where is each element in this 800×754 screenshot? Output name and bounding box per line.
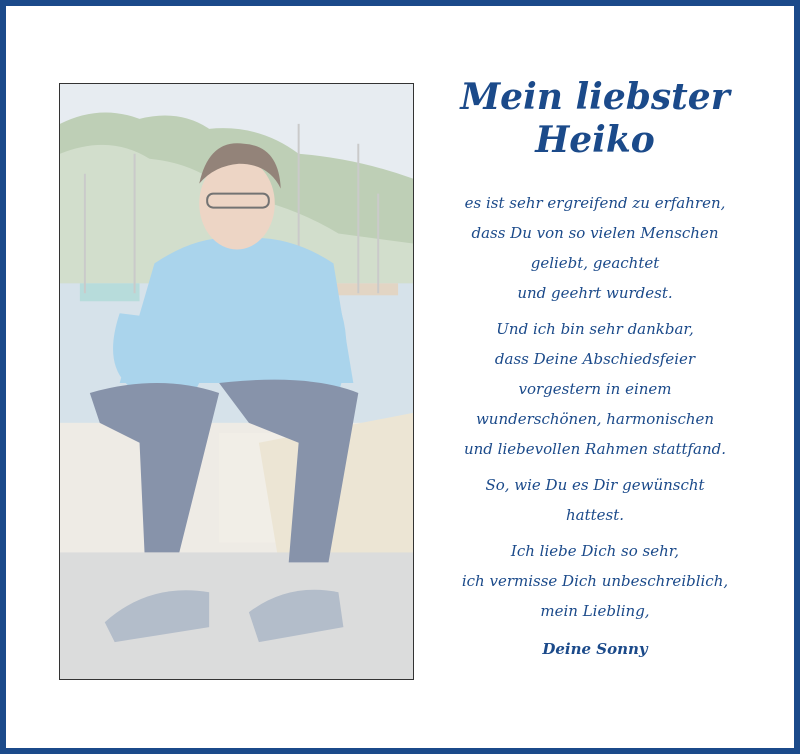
paragraph-line: vorgestern in einem <box>518 380 672 398</box>
text-column <box>434 76 756 664</box>
headline-line: Heiko <box>535 119 655 161</box>
paragraph-line: es ist sehr ergreifend zu erfahren, <box>464 194 726 212</box>
headline-line: Mein liebster <box>460 76 730 118</box>
paragraph-line: wunderschönen, harmonischen <box>475 410 715 428</box>
paragraph-line: dass Deine Abschiedsfeier <box>494 350 696 368</box>
photo-illustration <box>60 84 413 679</box>
paragraph-line: Und ich bin sehr dankbar, <box>496 320 694 338</box>
paragraph-line: dass Du von so vielen Menschen <box>471 224 719 242</box>
paragraph-line: Ich liebe Dich so sehr, <box>510 542 680 560</box>
paragraph-2 <box>434 314 756 464</box>
paragraph-line: und liebevollen Rahmen stattfand. <box>463 440 727 458</box>
paragraph-line: und geehrt wurdest. <box>517 284 673 302</box>
portrait-photo <box>59 83 414 680</box>
paragraph-4 <box>434 536 756 626</box>
signature: Deine Sonny <box>542 640 648 658</box>
paragraph-3 <box>434 470 756 530</box>
paragraph-line: So, wie Du es Dir gewünscht <box>485 476 705 494</box>
paragraph-line: mein Liebling, <box>540 602 650 620</box>
headline <box>434 76 756 162</box>
paragraph-line: geliebt, geachtet <box>530 254 660 272</box>
paragraph-line: hattest. <box>565 506 625 524</box>
paragraph-1 <box>434 188 756 308</box>
paragraph-line: ich vermisse Dich unbeschreiblich, <box>461 572 729 590</box>
